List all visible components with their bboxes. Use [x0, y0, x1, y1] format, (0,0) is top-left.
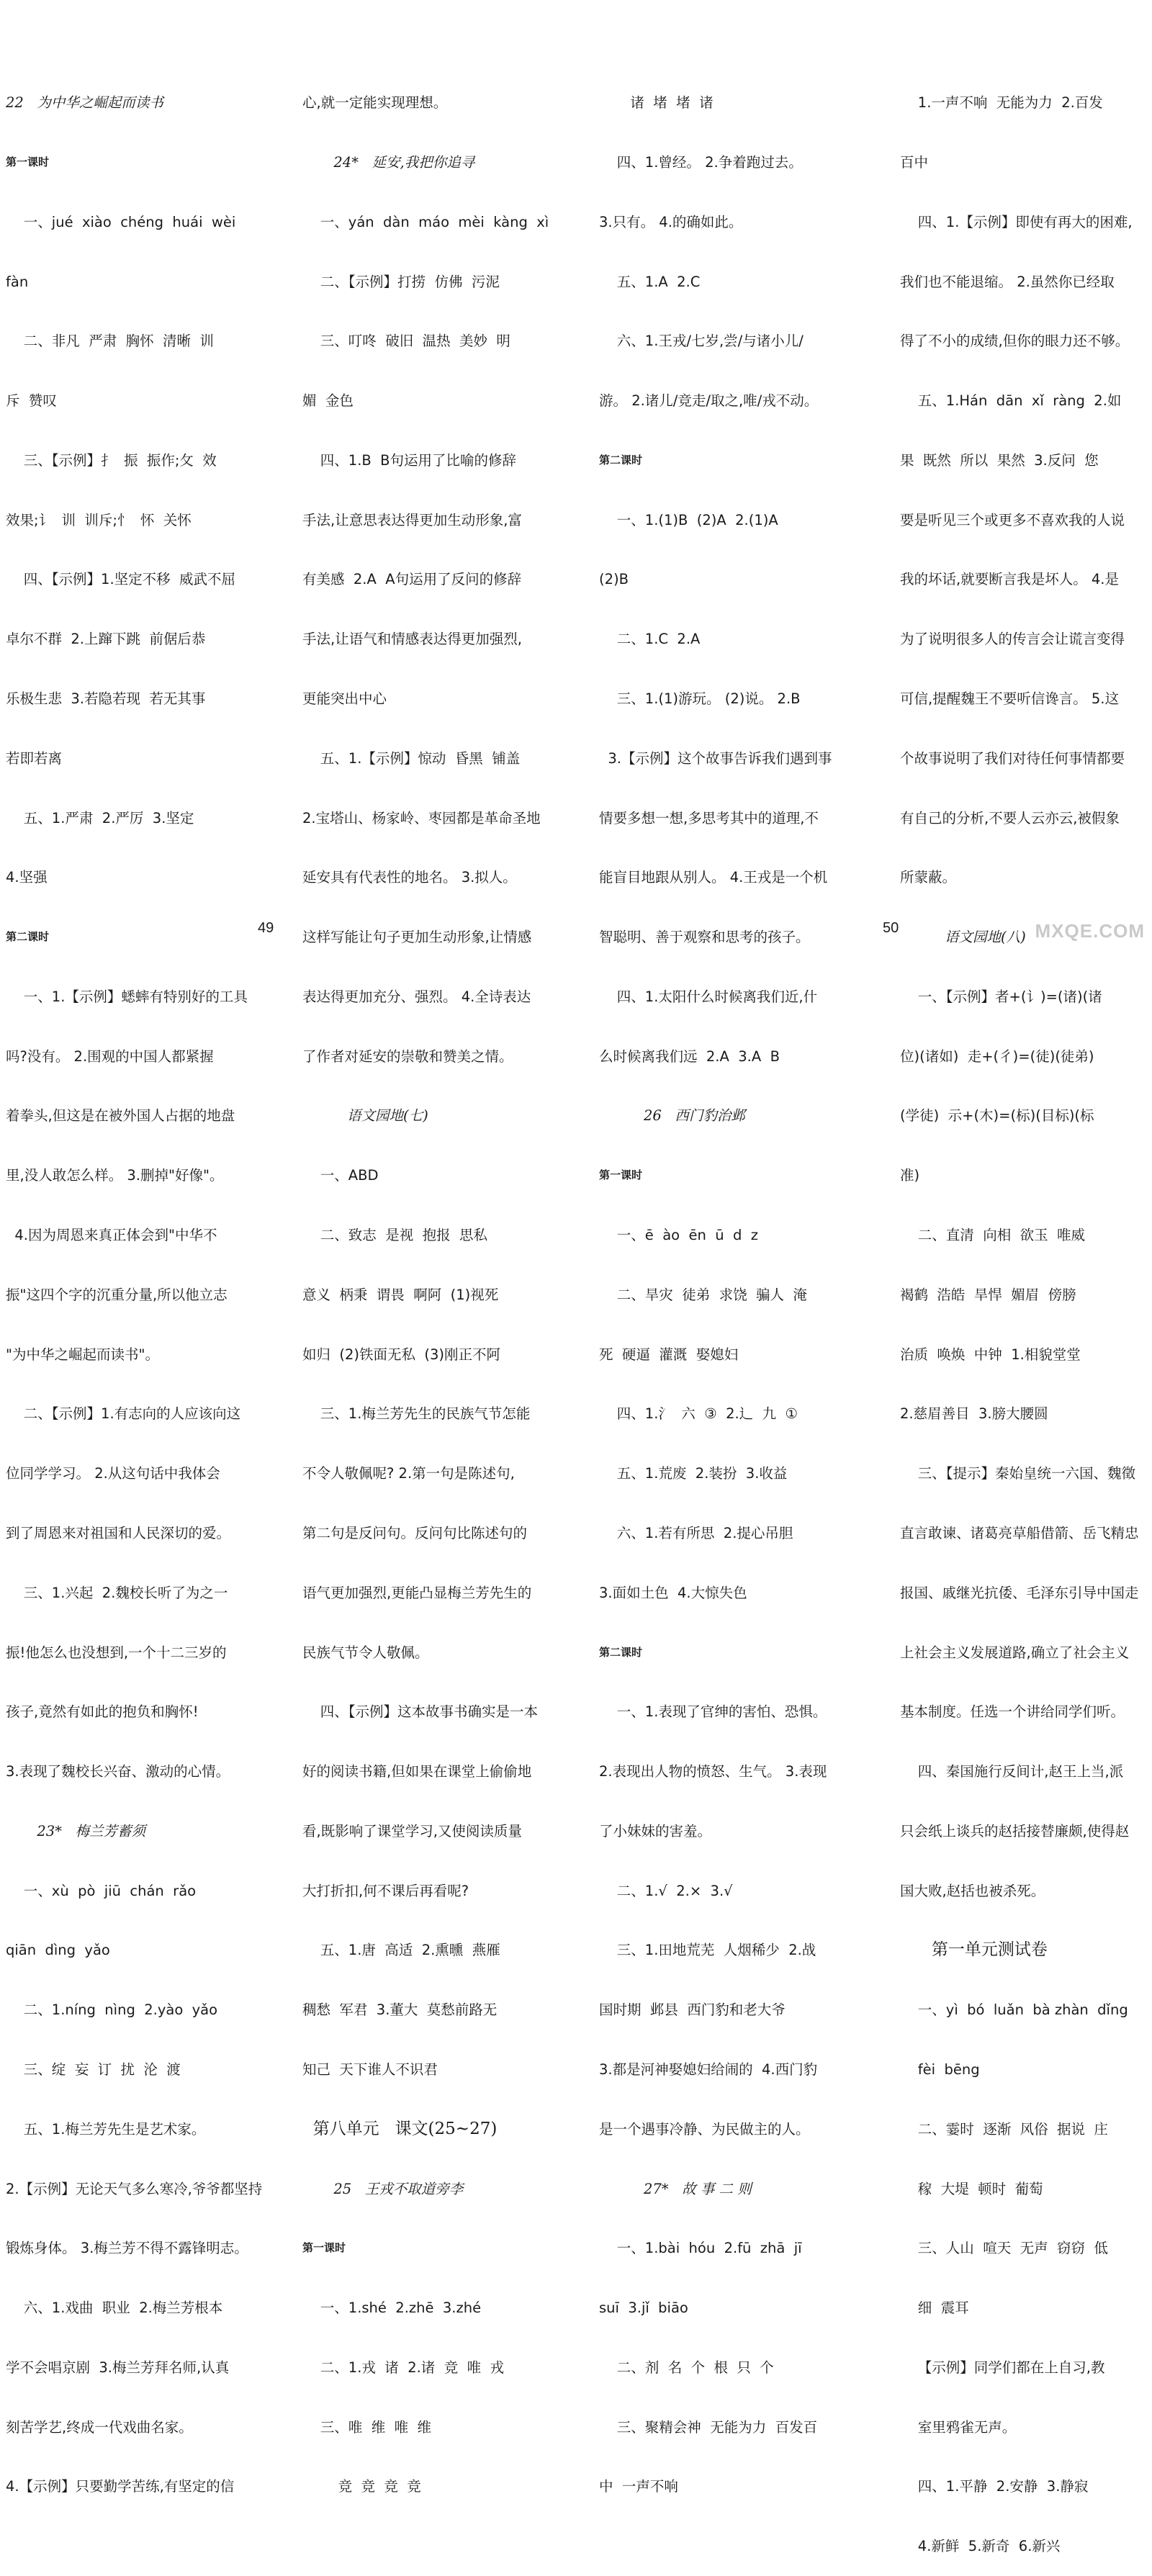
text-line: 更能突出中心	[302, 690, 387, 707]
lesson-title: 24* 延安,我把你追寻	[302, 153, 475, 171]
test-heading: 第一单元测试卷	[900, 1940, 1048, 1960]
text-line: 着拳头,但这是在被外国人占据的地盘	[6, 1107, 235, 1125]
text-line: 诸 堵 堵 诸	[599, 94, 714, 112]
text-line: 卓尔不群 2.上蹿下跳 前倨后恭	[6, 631, 206, 648]
text-line: 三、绽 妄 订 扰 沦 渡	[6, 2061, 181, 2078]
text-line: 如归 (2)铁面无私 (3)刚正不阿	[302, 1346, 501, 1363]
text-line: 2.【示例】无论天气多么寒冷,爷爷都坚持	[6, 2180, 263, 2197]
text-line: 3.只有。 4.的确如此。	[599, 213, 743, 230]
text-line: 一、ē ào ēn ū d z	[599, 1227, 758, 1244]
text-column-3	[599, 53, 858, 2517]
section-title: 语文园地(八)	[900, 929, 1026, 946]
text-line: 3.表现了魏校长兴奋、激动的心情。	[6, 1763, 230, 1780]
text-line: 位)(诸如) 走+(彳)=(徒)(徒弟)	[900, 1048, 1094, 1065]
text-column-1	[6, 53, 263, 2517]
text-line: 一、1.【示例】蟋蟀有特别好的工具	[6, 988, 248, 1005]
text-line: 只会纸上谈兵的赵括接替廉颇,使得赵	[900, 1822, 1130, 1839]
text-line: 二、【示例】1.有志向的人应该向这	[6, 1405, 241, 1423]
text-line: 孩子,竟然有如此的抱负和胸怀!	[6, 1703, 199, 1721]
text-line: 手法,让语气和情感表达得更加强烈,	[302, 631, 522, 648]
text-line: 二、1.C 2.A	[599, 631, 701, 648]
watermark: MXQE.COM	[1035, 920, 1145, 942]
text-line: 媚 金色	[302, 392, 354, 410]
text-line: 第二句是反问句。反问句比陈述句的	[302, 1524, 528, 1541]
text-line: 六、1.戏曲 职业 2.梅兰芳根本	[6, 2300, 223, 2317]
text-line: 基本制度。任选一个讲给同学们听。	[900, 1703, 1125, 1721]
text-line: 3.都是河神娶媳妇给闹的 4.西门豹	[599, 2061, 818, 2078]
lesson-title: 22 为中华之崛起而读书	[6, 94, 163, 112]
text-line: 五、1.荒废 2.装扮 3.收益	[599, 1465, 788, 1482]
text-line: 我们也不能退缩。 2.虽然你已经取	[900, 273, 1115, 290]
section-label: 第一课时	[599, 1168, 643, 1182]
text-line: 四、1.太阳什么时候离我们近,什	[599, 988, 818, 1005]
text-line: 1.一声不响 无能为力 2.百发	[900, 94, 1103, 112]
text-line: 四、1.B B句运用了比喻的修辞	[302, 451, 517, 469]
text-line: 可信,提醒魏王不要听信谗言。 5.这	[900, 690, 1120, 707]
text-line: 二、致志 是视 抱报 思私	[302, 1227, 487, 1244]
text-line: 四、秦国施行反间计,赵王上当,派	[900, 1763, 1124, 1780]
lesson-title: 23* 梅兰芳蓄须	[6, 1822, 146, 1839]
text-line: 二、剂 名 个 根 只 个	[599, 2359, 774, 2376]
text-line: 么时候离我们远 2.A 3.A B	[599, 1048, 780, 1065]
text-line: 一、1.shé 2.zhē 3.zhé	[302, 2300, 482, 2317]
text-line: 五、1.严肃 2.严厉 3.坚定	[6, 809, 194, 827]
text-line: 稠愁 军君 3.董大 莫愁前路无	[302, 2001, 498, 2019]
page-number-left: 49	[258, 920, 274, 936]
text-line: 中 一声不响	[599, 2478, 678, 2495]
text-line: 三、1.梅兰芳先生的民族气节怎能	[302, 1405, 531, 1423]
text-line: 准)	[900, 1167, 920, 1184]
text-line: 所蒙蔽。	[900, 869, 957, 886]
text-line: 不令人敬佩呢? 2.第一句是陈述句,	[302, 1465, 515, 1482]
text-line: 表达得更加充分、强烈。 4.全诗表达	[302, 988, 531, 1005]
text-line: 一、1.表现了官绅的害怕、恐惧。	[599, 1703, 827, 1721]
text-line: 4.新鲜 5.新奇 6.新兴	[900, 2538, 1061, 2555]
text-line: 是一个遇事冷静、为民做主的人。	[599, 2120, 810, 2138]
text-line: 三、【提示】秦始皇统一六国、魏徵	[900, 1465, 1136, 1482]
text-line: 死 硬逼 灌溉 娶媳妇	[599, 1346, 739, 1363]
text-line: 刻苦学艺,终成一代戏曲名家。	[6, 2418, 193, 2436]
text-line: 有美感 2.A A句运用了反问的修辞	[302, 571, 522, 588]
text-line: 四、1.曾经。 2.争着跑过去。	[599, 153, 803, 171]
text-line: 智聪明、善于观察和思考的孩子。	[599, 929, 810, 946]
text-line: fèi bēng	[900, 2061, 980, 2078]
text-line: 情要多想一想,多思考其中的道理,不	[599, 809, 819, 827]
text-line: 国时期 邺县 西门豹和老大爷	[599, 2001, 786, 2019]
text-line: 治质 唤焕 中钟 1.相貌堂堂	[900, 1346, 1081, 1363]
text-line: 二、直清 向相 欲玉 唯威	[900, 1227, 1085, 1244]
text-line: 五、1.唐 高适 2.熏曛 燕雁	[302, 1942, 500, 1959]
page-number-right: 50	[883, 920, 899, 936]
section-title: 语文园地(七)	[302, 1107, 428, 1125]
text-line: 到了周恩来对祖国和人民深切的爱。	[6, 1524, 231, 1541]
text-line: 三、唯 维 唯 维	[302, 2418, 431, 2436]
text-line: 五、1.Hán dān xǐ ràng 2.如	[900, 392, 1122, 410]
text-line: 三、【示例】扌 振 振作;攵 效	[6, 451, 217, 469]
text-line: 意义 柄秉 谓畏 啊阿 (1)视死	[302, 1286, 499, 1303]
text-line: 4.因为周恩来真正体会到"中华不	[6, 1227, 217, 1244]
text-line: 六、1.王戎/七岁,尝/与诸小儿/	[599, 333, 804, 350]
text-line: 四、1.平静 2.安静 3.静寂	[900, 2478, 1089, 2495]
text-line: 我的坏话,就要断言我是坏人。 4.是	[900, 571, 1120, 588]
text-line: 斥 赞叹	[6, 392, 57, 410]
text-line: 了作者对延安的崇敬和赞美之情。	[302, 1048, 513, 1065]
text-line: 稼 大堤 顿时 葡萄	[900, 2180, 1043, 2197]
text-line: 知己 天下谁人不识君	[302, 2061, 438, 2078]
text-line: 大打折扣,何不课后再看呢?	[302, 1882, 469, 1899]
text-line: 若即若离	[6, 749, 63, 767]
text-line: 三、1.田地荒芜 人烟稀少 2.战	[599, 1942, 816, 1959]
text-line: 四、1.氵 六 ③ 2.辶 九 ①	[599, 1405, 798, 1423]
text-line: qiān dìng yǎo	[6, 1942, 110, 1959]
text-line: 一、yán dàn máo mèi kàng xì	[302, 213, 549, 230]
text-line: 学不会唱京剧 3.梅兰芳拜名师,认真	[6, 2359, 230, 2376]
text-line: 得了不小的成绩,但你的眼力还不够。	[900, 333, 1130, 350]
text-line: 上社会主义发展道路,确立了社会主义	[900, 1644, 1130, 1661]
text-line: 二、1.√ 2.× 3.√	[599, 1882, 733, 1899]
lesson-title: 26 西门豹治邺	[599, 1107, 745, 1125]
text-line: 四、1.【示例】即使有再大的困难,	[900, 213, 1133, 230]
text-line: 延安具有代表性的地名。 3.拟人。	[302, 869, 517, 886]
text-line: 心,就一定能实现理想。	[302, 94, 448, 112]
text-line: 直言敢谏、诸葛亮草船借箭、岳飞精忠	[900, 1524, 1139, 1541]
text-line: 三、叮咚 破旧 温热 美妙 明	[302, 333, 510, 350]
text-line: 4.【示例】只要勤学苦练,有坚定的信	[6, 2478, 235, 2495]
section-label: 第二课时	[599, 1645, 643, 1659]
text-line: 游。 2.诸儿/竞走/取之,唯/戎不动。	[599, 392, 819, 410]
text-line: 个故事说明了我们对待任何事情都要	[900, 749, 1125, 767]
text-line: 2.表现出人物的愤怒、生气。 3.表现	[599, 1763, 827, 1780]
lesson-title: 25 王戎不取道旁李	[302, 2180, 464, 2197]
text-line: 一、1.(1)B (2)A 2.(1)A	[599, 511, 778, 528]
text-line: 报国、戚继光抗倭、毛泽东引导中国走	[900, 1584, 1139, 1601]
text-line: 吗?没有。 2.围观的中国人都紧握	[6, 1048, 214, 1065]
text-line: 一、yì bó luǎn bà zhàn dǐng	[900, 2001, 1128, 2019]
text-line: suī 3.jǐ biāo	[599, 2300, 688, 2317]
text-line: 【示例】同学们都在上自习,教	[900, 2359, 1105, 2376]
text-line: 民族气节令人敬佩。	[302, 1644, 429, 1661]
section-label: 第一课时	[302, 2241, 346, 2255]
text-line: 看,既影响了课堂学习,又使阅读质量	[302, 1822, 522, 1839]
text-line: 五、1.【示例】惊动 昏黑 铺盖	[302, 749, 521, 767]
text-line: 一、jué xiào chéng huái wèi	[6, 213, 236, 230]
text-line: 一、xù pò jiū chán rǎo	[6, 1882, 197, 1899]
text-line: 二、【示例】打捞 仿佛 污泥	[302, 273, 500, 290]
text-line: 2.宝塔山、杨家岭、枣园都是革命圣地	[302, 809, 541, 827]
text-line: 这样写能让句子更加生动形象,让情感	[302, 929, 532, 946]
text-line: 2.慈眉善目 3.膀大腰圆	[900, 1405, 1048, 1423]
text-line: 4.坚强	[6, 869, 48, 886]
text-line: 二、霎时 逐渐 风俗 据说 庄	[900, 2120, 1108, 2138]
text-line: 有自己的分析,不要人云亦云,被假象	[900, 809, 1120, 827]
text-line: 能盲目地跟从别人。 4.王戎是一个机	[599, 869, 828, 886]
text-line: 锻炼身体。 3.梅兰芳不得不露锋明志。	[6, 2240, 248, 2257]
text-line: 二、1.戎 诸 2.诸 竞 唯 戎	[302, 2359, 504, 2376]
text-line: 里,没人敢怎么样。 3.删掉"好像"。	[6, 1167, 224, 1184]
text-line: 好的阅读书籍,但如果在课堂上偷偷地	[302, 1763, 532, 1780]
text-line: 语气更加强烈,更能凸显梅兰芳先生的	[302, 1584, 532, 1601]
text-line: 三、1.兴起 2.魏校长听了为之一	[6, 1584, 228, 1601]
text-line: 为了说明很多人的传言会让谎言变得	[900, 631, 1125, 648]
text-line: 五、1.梅兰芳先生是艺术家。	[6, 2120, 206, 2138]
text-line: 了小妹妹的害羞。	[599, 1822, 712, 1839]
section-label: 第一课时	[6, 155, 50, 168]
section-label: 第二课时	[599, 453, 643, 467]
text-line: 三、1.(1)游玩。 (2)说。 2.B	[599, 690, 801, 707]
text-line: 室里鸦雀无声。	[900, 2418, 1017, 2436]
text-line: (2)B	[599, 571, 629, 588]
unit-heading: 第八单元 课文(25~27)	[302, 2119, 498, 2138]
text-line: 振!他怎么也没想到,一个十二三岁的	[6, 1644, 227, 1661]
text-line: 百中	[900, 153, 929, 171]
text-line: (学徒) 示+(木)=(标)(目标)(标	[900, 1107, 1094, 1125]
text-line: 国大败,赵括也被杀死。	[900, 1882, 1045, 1899]
text-line: fàn	[6, 273, 29, 290]
text-line: 一、ABD	[302, 1167, 379, 1184]
text-column-4	[900, 53, 1148, 2576]
text-line: 位同学学习。 2.从这句话中我体会	[6, 1465, 220, 1482]
text-line: 二、1.níng nìng 2.yào yǎo	[6, 2001, 218, 2019]
text-line: 效果;讠 训 训斥;忄 怀 关怀	[6, 511, 192, 528]
text-line: 褐鹤 浩皓 旱悍 媚眉 傍膀	[900, 1286, 1076, 1303]
text-line: 五、1.A 2.C	[599, 273, 701, 290]
text-line: 3.面如土色 4.大惊失色	[599, 1584, 747, 1601]
lesson-title: 27* 故 事 二 则	[599, 2180, 752, 2197]
text-line: 乐极生悲 3.若隐若现 若无其事	[6, 690, 206, 707]
text-line: 细 震耳	[900, 2300, 969, 2317]
text-line: 二、非凡 严肃 胸怀 清晰 训	[6, 333, 214, 350]
text-line: 六、1.若有所思 2.提心吊胆	[599, 1524, 793, 1541]
text-line: "为中华之崛起而读书"。	[6, 1346, 159, 1363]
text-line: 手法,让意思表达得更加生动形象,富	[302, 511, 522, 528]
text-line: 三、聚精会神 无能为力 百发百	[599, 2418, 818, 2436]
text-line: 果 既然 所以 果然 3.反问 您	[900, 451, 1099, 469]
text-line: 二、旱灾 徒弟 求饶 骗人 淹	[599, 1286, 807, 1303]
text-line: 三、人山 喧天 无声 窃窃 低	[900, 2240, 1108, 2257]
text-line: 振"这四个字的沉重分量,所以他立志	[6, 1286, 228, 1303]
text-line: 四、【示例】1.坚定不移 威武不屈	[6, 571, 236, 588]
text-line: 要是听见三个或更多不喜欢我的人说	[900, 511, 1125, 528]
text-line: 四、【示例】这本故事书确实是一本	[302, 1703, 539, 1721]
section-label: 第二课时	[6, 930, 50, 944]
text-column-2	[302, 53, 554, 2517]
text-line: 竞 竞 竞 竞	[302, 2478, 421, 2495]
text-line: 一、1.bài hóu 2.fū zhā jī	[599, 2240, 802, 2257]
text-line: 3.【示例】这个故事告诉我们遇到事	[599, 749, 832, 767]
text-line: 一、【示例】者+(讠)=(诸)(诸	[900, 988, 1102, 1005]
